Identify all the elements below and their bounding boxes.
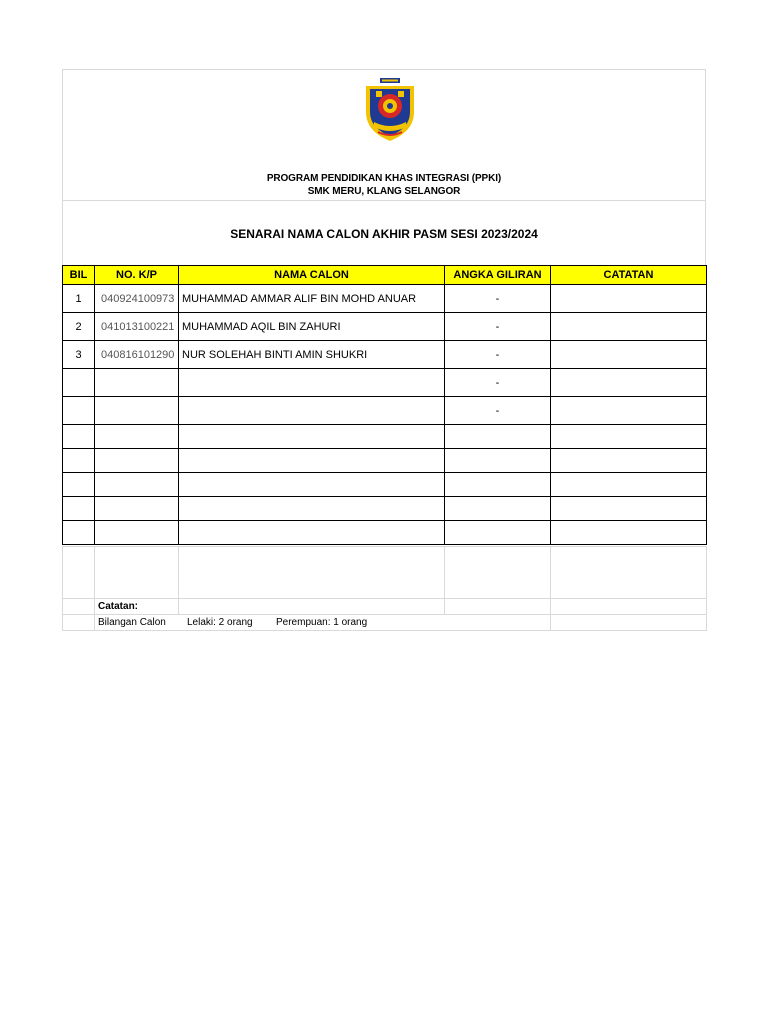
cell-bil bbox=[63, 521, 95, 545]
footer-catatan-row bbox=[63, 599, 707, 615]
cell-kp: 041013100221 bbox=[95, 313, 179, 341]
list-title: SENARAI NAMA CALON AKHIR PASM SESI 2023/2024 bbox=[230, 227, 538, 241]
cell-nama bbox=[179, 425, 445, 449]
cell-kp: 040924100973 bbox=[95, 285, 179, 313]
footer-bilangan-row bbox=[63, 615, 707, 631]
table-row bbox=[63, 313, 707, 341]
cell-bil bbox=[63, 449, 95, 473]
cell-nama: NUR SOLEHAH BINTI AMIN SHUKRI bbox=[179, 341, 445, 369]
footer-cell bbox=[179, 599, 445, 615]
cell-nama bbox=[179, 473, 445, 497]
cell-catatan bbox=[551, 449, 707, 473]
lelaki-count: Lelaki: 2 orang bbox=[187, 617, 253, 628]
header-box bbox=[62, 69, 706, 266]
cell-catatan bbox=[551, 425, 707, 449]
bilangan-calon-summary bbox=[95, 615, 551, 631]
cell-kp bbox=[95, 449, 179, 473]
catatan-label: Catatan: bbox=[95, 599, 179, 615]
cell-angka: - bbox=[445, 397, 551, 425]
table-header-row bbox=[63, 266, 707, 285]
perempuan-count: Perempuan: 1 orang bbox=[276, 617, 368, 628]
cell-nama bbox=[179, 449, 445, 473]
cell-catatan bbox=[551, 497, 707, 521]
column-header-angka: ANGKA GILIRAN bbox=[445, 266, 551, 285]
cell-bil bbox=[63, 473, 95, 497]
footer-cell bbox=[445, 547, 551, 599]
cell-angka bbox=[445, 497, 551, 521]
cell-angka bbox=[445, 425, 551, 449]
cell-angka bbox=[445, 521, 551, 545]
cell-bil bbox=[63, 397, 95, 425]
cell-angka bbox=[445, 473, 551, 497]
footer-blank-row bbox=[63, 547, 707, 599]
school-name: SMK MERU, KLANG SELANGOR bbox=[307, 186, 461, 197]
cell-bil bbox=[63, 425, 95, 449]
cell-kp bbox=[95, 425, 179, 449]
cell-bil: 2 bbox=[63, 313, 95, 341]
table-row bbox=[63, 473, 707, 497]
column-header-catatan: CATATAN bbox=[551, 266, 707, 285]
footer-cell bbox=[63, 547, 95, 599]
column-header-nama: NAMA CALON bbox=[179, 266, 445, 285]
cell-nama: MUHAMMAD AQIL BIN ZAHURI bbox=[179, 313, 445, 341]
cell-nama bbox=[179, 521, 445, 545]
cell-angka: - bbox=[445, 285, 551, 313]
cell-catatan bbox=[551, 341, 707, 369]
column-header-kp: NO. K/P bbox=[95, 266, 179, 285]
cell-catatan bbox=[551, 369, 707, 397]
cell-catatan bbox=[551, 285, 707, 313]
header-divider bbox=[63, 200, 705, 201]
footer-cell bbox=[551, 547, 707, 599]
footer-cell bbox=[63, 599, 95, 615]
cell-kp bbox=[95, 497, 179, 521]
table-row bbox=[63, 341, 707, 369]
cell-catatan bbox=[551, 313, 707, 341]
cell-nama: MUHAMMAD AMMAR ALIF BIN MOHD ANUAR bbox=[179, 285, 445, 313]
table-row bbox=[63, 425, 707, 449]
cell-bil bbox=[63, 369, 95, 397]
cell-bil: 3 bbox=[63, 341, 95, 369]
cell-angka: - bbox=[445, 369, 551, 397]
footer-cell bbox=[551, 599, 707, 615]
cell-catatan bbox=[551, 473, 707, 497]
footer-cell bbox=[551, 615, 707, 631]
cell-kp bbox=[95, 369, 179, 397]
cell-catatan bbox=[551, 521, 707, 545]
table-row bbox=[63, 449, 707, 473]
cell-kp bbox=[95, 473, 179, 497]
cell-bil: 1 bbox=[63, 285, 95, 313]
cell-angka: - bbox=[445, 341, 551, 369]
cell-kp bbox=[95, 521, 179, 545]
footer-cell bbox=[179, 547, 445, 599]
cell-bil bbox=[63, 497, 95, 521]
cell-kp: 040816101290 bbox=[95, 341, 179, 369]
cell-angka: - bbox=[445, 313, 551, 341]
cell-nama bbox=[179, 397, 445, 425]
school-crest-logo bbox=[362, 78, 418, 142]
cell-nama bbox=[179, 369, 445, 397]
footer-cell bbox=[63, 615, 95, 631]
table-row bbox=[63, 497, 707, 521]
footer-cell bbox=[445, 599, 551, 615]
table-row bbox=[63, 285, 707, 313]
candidate-table bbox=[62, 265, 707, 545]
cell-catatan bbox=[551, 397, 707, 425]
table-row bbox=[63, 397, 707, 425]
cell-nama bbox=[179, 497, 445, 521]
cell-kp bbox=[95, 397, 179, 425]
bilangan-calon-label: Bilangan Calon bbox=[98, 617, 166, 628]
program-name: PROGRAM PENDIDIKAN KHAS INTEGRASI (PPKI) bbox=[266, 173, 502, 184]
column-header-bil: BIL bbox=[63, 266, 95, 285]
cell-angka bbox=[445, 449, 551, 473]
table-row bbox=[63, 369, 707, 397]
footer-grid bbox=[62, 546, 707, 631]
table-row bbox=[63, 521, 707, 545]
footer-cell bbox=[95, 547, 179, 599]
